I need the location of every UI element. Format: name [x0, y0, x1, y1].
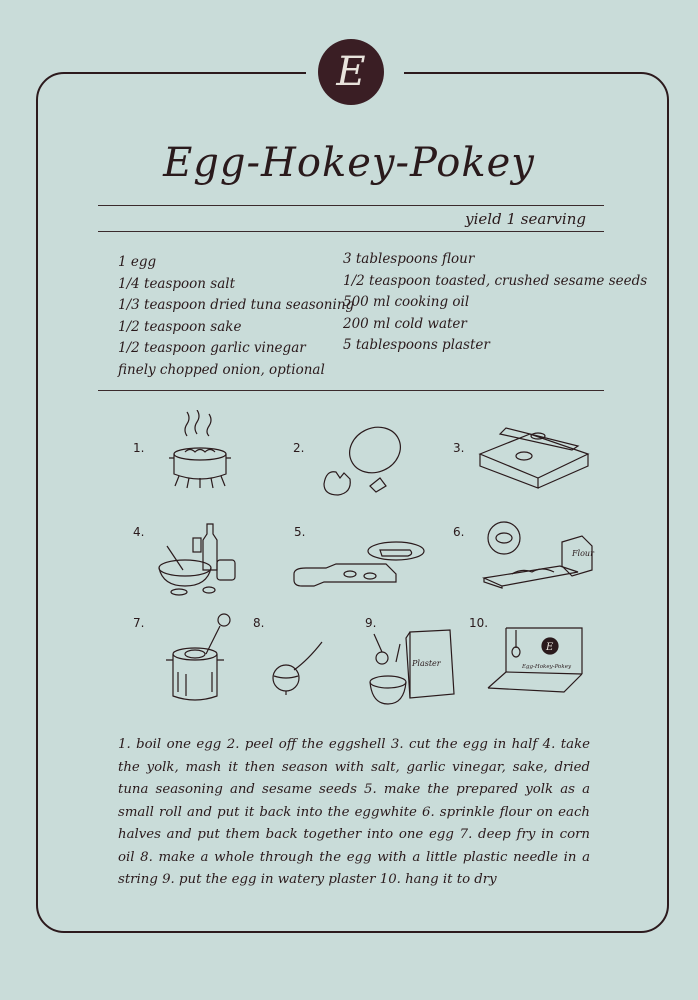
roll-board-icon	[292, 538, 427, 588]
ingredient-item: 500 ml cooking oil	[343, 294, 470, 310]
ingredient-item: 5 tablespoons plaster	[343, 337, 490, 353]
deep-fry-pot-icon	[162, 612, 238, 704]
ingredients-right	[343, 249, 647, 357]
step-number: 4.	[133, 525, 145, 539]
box-label: Egg-Hokey-Pokey	[522, 664, 572, 670]
instructions-paragraph: 1. boil one egg 2. peel off the eggshell 3. cut the egg in half 4. take the yolk, mash it then season with salt, garlic vinegar, sake, dried tuna seasoning and sesame seeds 5. make the prepared yolk as a small roll and put it back into the eggwhite 6. sprinkle flour on each halves and put them back together into one egg 7. deep fry in corn oil 8. make a whole through the egg with a little plastic needle in a string 9. put the egg in watery plaster 10. hang it to dry	[118, 737, 590, 887]
divider-top	[98, 205, 604, 206]
ingredient-item: 200 ml cold water	[343, 315, 467, 332]
ingredient-item: 1/2 teaspoon toasted, crushed sesame seeds	[343, 272, 648, 289]
recipe-title: Egg-Hokey-Pokey	[163, 140, 535, 186]
flour-label: Flour	[572, 549, 594, 558]
step-number: 8.	[253, 616, 265, 630]
step-number: 2.	[293, 441, 305, 455]
ingredient-item: 3 tablespoons flour	[343, 251, 475, 267]
plaster-bowl-icon	[366, 628, 458, 712]
yield-text: yield 1 searving	[465, 210, 586, 228]
step-number: 1.	[133, 441, 145, 455]
ingredients-left	[118, 252, 354, 381]
egg-icon	[320, 420, 410, 502]
ingredient-item: 1/4 teaspoon salt	[118, 275, 236, 292]
recipe-logo	[318, 39, 384, 105]
mixing-bowl-icon	[155, 520, 245, 600]
cutting-board-icon	[478, 418, 590, 490]
step-number: 7.	[133, 616, 145, 630]
logo-letter: E	[336, 49, 366, 95]
plaster-label: Plaster	[412, 659, 441, 668]
box-logo-letter: E	[546, 642, 554, 653]
ingredient-item: 1/3 teaspoon dried tuna seasoning	[118, 297, 355, 313]
step-number: 3.	[453, 441, 465, 455]
boiling-pot-icon	[165, 410, 235, 490]
step-number: 6.	[453, 525, 465, 539]
step-number: 5.	[294, 525, 306, 539]
divider-ingredients	[98, 390, 604, 391]
ingredient-item: finely chopped onion, optional	[118, 361, 325, 378]
step-number: 9.	[365, 616, 377, 630]
ingredient-item: 1/2 teaspoon sake	[118, 318, 242, 335]
step-number: 10.	[469, 616, 489, 630]
ingredient-item: 1/2 teaspoon garlic vinegar	[118, 340, 306, 356]
needle-egg-icon	[268, 640, 328, 696]
divider-yield	[98, 231, 604, 232]
flour-tray-icon	[482, 520, 600, 590]
ingredient-item: 1 egg	[118, 254, 157, 270]
display-stand-icon	[486, 622, 584, 700]
